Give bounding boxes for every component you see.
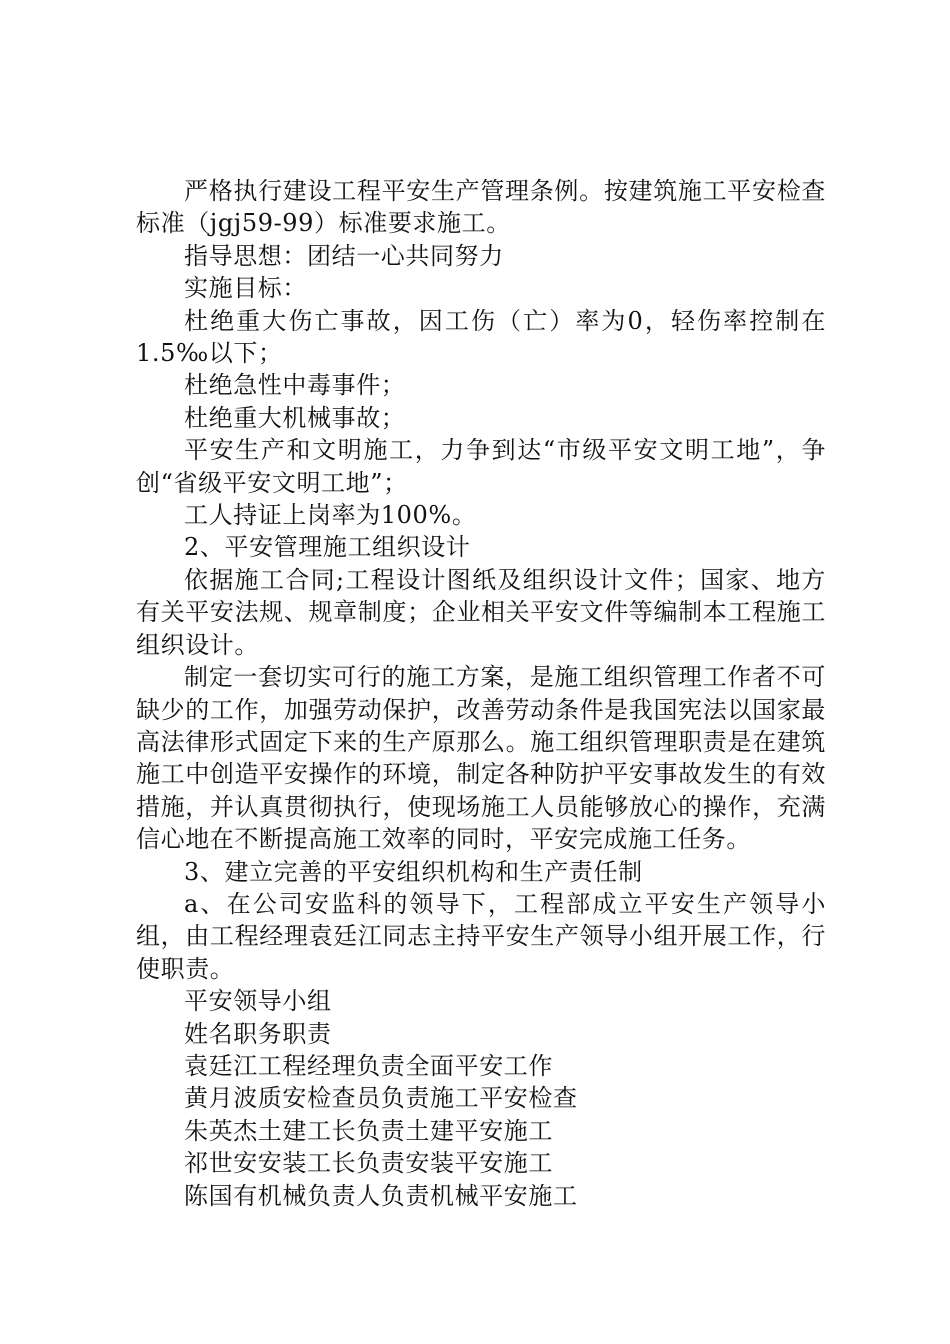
section-heading-2: 2、平安管理施工组织设计 [184, 533, 471, 562]
paragraph-construction-plan: 制定一套切实可行的施工方案，是施工组织管理工作者不可缺少的工作，加强劳动保护，改善劳动条件是我国宪法以国家最高法律形式固定下来的生产原那么。施工组织管理职责是在建筑施工中创造平安操作的环境，制定各种防护平安事故发生的有效措施，并认真贯彻执行，使现场施工人员能够放心的操作，充满信心地在不断提高施工效率的同时，平安完成施工任务。 [136, 663, 826, 854]
paragraph-guiding-idea: 指导思想：团结一心共同努力 [184, 241, 504, 270]
roster-entry: 袁廷江工程经理负责全面平安工作 [184, 1051, 553, 1080]
roster-title: 平安领导小组 [184, 987, 332, 1016]
section-heading-3: 3、建立完善的平安组织机构和生产责任制 [184, 857, 643, 886]
paragraph-goal-injury: 杜绝重大伤亡事故，因工伤（亡）率为0，轻伤率控制在1.5‰以下； [136, 306, 826, 368]
roster-entry: 朱英杰土建工长负责土建平安施工 [184, 1116, 553, 1145]
paragraph-goal-certification: 工人持证上岗率为100%。 [184, 501, 477, 530]
paragraph-leadership-group: a、在公司安监科的领导下，工程部成立平安生产领导小组，由工程经理袁廷江同志主持平安生产领导小组开展工作，行使职责。 [136, 889, 826, 983]
roster-entry: 黄月波质安检查员负责施工平安检查 [184, 1084, 578, 1113]
roster-entry: 陈国有机械负责人负责机械平安施工 [184, 1181, 578, 1210]
paragraph-goal-machinery: 杜绝重大机械事故； [184, 403, 406, 432]
paragraph-goal-heading: 实施目标： [184, 274, 307, 303]
paragraph-goal-civilized-site: 平安生产和文明施工，力争到达“市级平安文明工地”，争创“省级平安文明工地”； [136, 436, 826, 497]
paragraph-standard: 严格执行建设工程平安生产管理条例。按建筑施工平安检查标准（jgj59-99）标准要求施工。 [136, 177, 826, 238]
document-body [136, 175, 826, 1212]
roster-entry: 祁世安安装工长负责安装平安施工 [184, 1149, 553, 1178]
roster-header: 姓名职务职责 [184, 1019, 332, 1048]
paragraph-goal-poisoning: 杜绝急性中毒事件； [184, 371, 406, 400]
paragraph-design-basis: 依据施工合同;工程设计图纸及组织设计文件；国家、地方有关平安法规、规章制度；企业相关平安文件等编制本工程施工组织设计。 [136, 565, 826, 659]
